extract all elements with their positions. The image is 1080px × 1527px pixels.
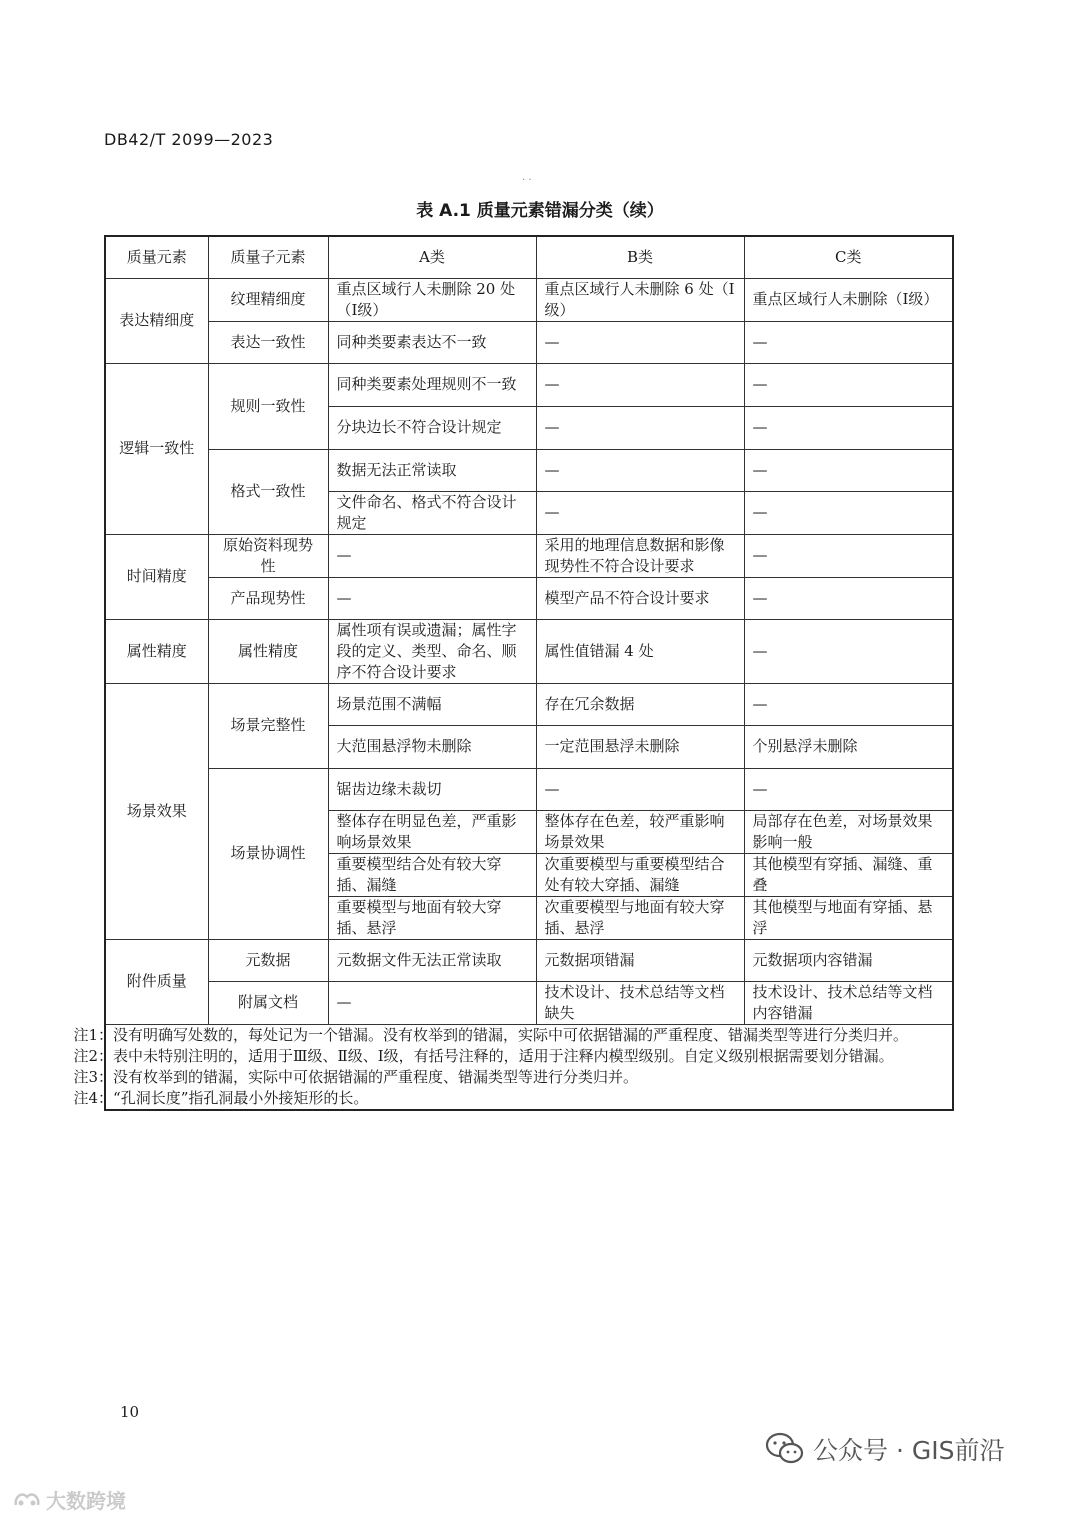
table-row [105, 321, 953, 363]
sub-element-cell: 规则一致性 [208, 363, 328, 449]
class-a-cell: 分块边长不符合设计规定 [328, 406, 536, 449]
table-row [105, 534, 953, 577]
class-b-cell: 存在冗余数据 [536, 683, 744, 725]
class-c-cell: — [744, 406, 953, 449]
quality-element-cell: 属性精度 [105, 619, 208, 683]
sub-element-cell: 场景协调性 [208, 768, 328, 939]
table-row [105, 768, 953, 810]
class-a-cell: 大范围悬浮物未删除 [328, 725, 536, 768]
sub-element-cell: 原始资料现势性 [208, 534, 328, 577]
class-c-cell: 局部存在色差，对场景效果影响一般 [744, 810, 953, 853]
class-a-cell: 文件命名、格式不符合设计规定 [328, 491, 536, 534]
class-c-cell: — [744, 491, 953, 534]
table-row [105, 278, 953, 321]
table-row [105, 981, 953, 1024]
class-a-cell: — [328, 577, 536, 619]
class-b-cell: — [536, 449, 744, 491]
class-c-cell: 其他模型有穿插、漏缝、重叠 [744, 853, 953, 896]
header-cell: A类 [328, 236, 536, 278]
watermark-left [12, 1485, 126, 1514]
class-c-cell: — [744, 321, 953, 363]
class-a-cell: 同种类要素表达不一致 [328, 321, 536, 363]
table-header-row [105, 236, 953, 278]
note-2: 注2：表中未特别注明的，适用于Ⅲ级、Ⅱ级、Ⅰ级，有括号注释的，适用于注释内模型级别。自定义级别根据需要划分错漏。 [73, 1046, 894, 1065]
class-a-cell: — [328, 981, 536, 1024]
class-b-cell: 采用的地理信息数据和影像现势性不符合设计要求 [536, 534, 744, 577]
class-b-cell: 属性值错漏 4 处 [536, 619, 744, 683]
quality-element-cell: 附件质量 [105, 939, 208, 1024]
class-b-cell: 技术设计、技术总结等文档缺失 [536, 981, 744, 1024]
sub-element-cell: 场景完整性 [208, 683, 328, 768]
header-dots: . . [522, 172, 532, 183]
table-row [105, 619, 953, 683]
table-row [105, 939, 953, 981]
notes-cell [73, 1024, 953, 1110]
class-a-cell: 重点区域行人未删除 20 处（Ⅰ级） [328, 278, 536, 321]
class-b-cell: 次重要模型与地面有较大穿插、悬浮 [536, 896, 744, 939]
class-b-cell: 次重要模型与重要模型结合处有较大穿插、漏缝 [536, 853, 744, 896]
class-c-cell: — [744, 577, 953, 619]
watermark-right-text: 公众号 · GIS前沿 [813, 1436, 1005, 1465]
sub-element-cell: 属性精度 [208, 619, 328, 683]
quality-table [73, 235, 954, 1111]
class-a-cell: 场景范围不满幅 [328, 683, 536, 725]
table-row [105, 363, 953, 406]
class-b-cell: — [536, 768, 744, 810]
class-a-cell: 重要模型结合处有较大穿插、漏缝 [328, 853, 536, 896]
sub-element-cell: 纹理精细度 [208, 278, 328, 321]
sub-element-cell: 产品现势性 [208, 577, 328, 619]
class-b-cell: 模型产品不符合设计要求 [536, 577, 744, 619]
class-a-cell: 数据无法正常读取 [328, 449, 536, 491]
class-a-cell: 同种类要素处理规则不一致 [328, 363, 536, 406]
class-c-cell: — [744, 768, 953, 810]
class-b-cell: — [536, 406, 744, 449]
brand-logo-icon [12, 1489, 42, 1511]
notes-row [105, 1024, 953, 1110]
class-a-cell: 元数据文件无法正常读取 [328, 939, 536, 981]
note-1: 注1：没有明确写处数的，每处记为一个错漏。没有枚举到的错漏，实际中可依据错漏的严重程度、错漏类型等进行分类归并。 [73, 1025, 909, 1044]
class-b-cell: 元数据项错漏 [536, 939, 744, 981]
class-b-cell: — [536, 363, 744, 406]
class-a-cell: 锯齿边缘未裁切 [328, 768, 536, 810]
table-title: 表 A.1 质量元素错漏分类（续） [416, 201, 664, 221]
page-number: 10 [120, 1403, 140, 1421]
table-row [105, 577, 953, 619]
quality-element-cell: 表达精细度 [105, 278, 208, 363]
class-c-cell: — [744, 449, 953, 491]
sub-element-cell: 元数据 [208, 939, 328, 981]
note-4: 注4：“孔洞长度”指孔洞最小外接矩形的长。 [73, 1088, 369, 1107]
watermark-left-text: 大数跨境 [46, 1489, 126, 1513]
standard-code: DB42/T 2099—2023 [104, 130, 274, 149]
class-c-cell: 元数据项内容错漏 [744, 939, 953, 981]
class-c-cell: — [744, 363, 953, 406]
class-c-cell: 技术设计、技术总结等文档内容错漏 [744, 981, 953, 1024]
class-c-cell: — [744, 683, 953, 725]
sub-element-cell: 附属文档 [208, 981, 328, 1024]
header-cell: C类 [744, 236, 953, 278]
class-c-cell: — [744, 534, 953, 577]
class-b-cell: 整体存在色差，较严重影响场景效果 [536, 810, 744, 853]
class-b-cell: — [536, 491, 744, 534]
class-b-cell: — [536, 321, 744, 363]
class-a-cell: 属性项有误或遗漏；属性字段的定义、类型、命名、顺序不符合设计要求 [328, 619, 536, 683]
class-c-cell: — [744, 619, 953, 683]
class-a-cell: 整体存在明显色差，严重影响场景效果 [328, 810, 536, 853]
header-cell: 质量元素 [105, 236, 208, 278]
sub-element-cell: 表达一致性 [208, 321, 328, 363]
note-3: 注3：没有枚举到的错漏，实际中可依据错漏的严重程度、错漏类型等进行分类归并。 [73, 1067, 639, 1086]
watermark-right [765, 1431, 1004, 1467]
class-b-cell: 一定范围悬浮未删除 [536, 725, 744, 768]
class-b-cell: 重点区域行人未删除 6 处（Ⅰ级） [536, 278, 744, 321]
header-cell: B类 [536, 236, 744, 278]
class-a-cell: — [328, 534, 536, 577]
quality-element-cell: 场景效果 [105, 683, 208, 939]
wechat-icon [765, 1432, 805, 1466]
class-c-cell: 重点区域行人未删除（Ⅰ级） [744, 278, 953, 321]
quality-element-cell: 时间精度 [105, 534, 208, 619]
class-c-cell: 个别悬浮未删除 [744, 725, 953, 768]
quality-element-cell: 逻辑一致性 [105, 363, 208, 534]
table-row [105, 683, 953, 725]
class-c-cell: 其他模型与地面有穿插、悬浮 [744, 896, 953, 939]
sub-element-cell: 格式一致性 [208, 449, 328, 534]
table-row [105, 449, 953, 491]
header-cell: 质量子元素 [208, 236, 328, 278]
class-a-cell: 重要模型与地面有较大穿插、悬浮 [328, 896, 536, 939]
